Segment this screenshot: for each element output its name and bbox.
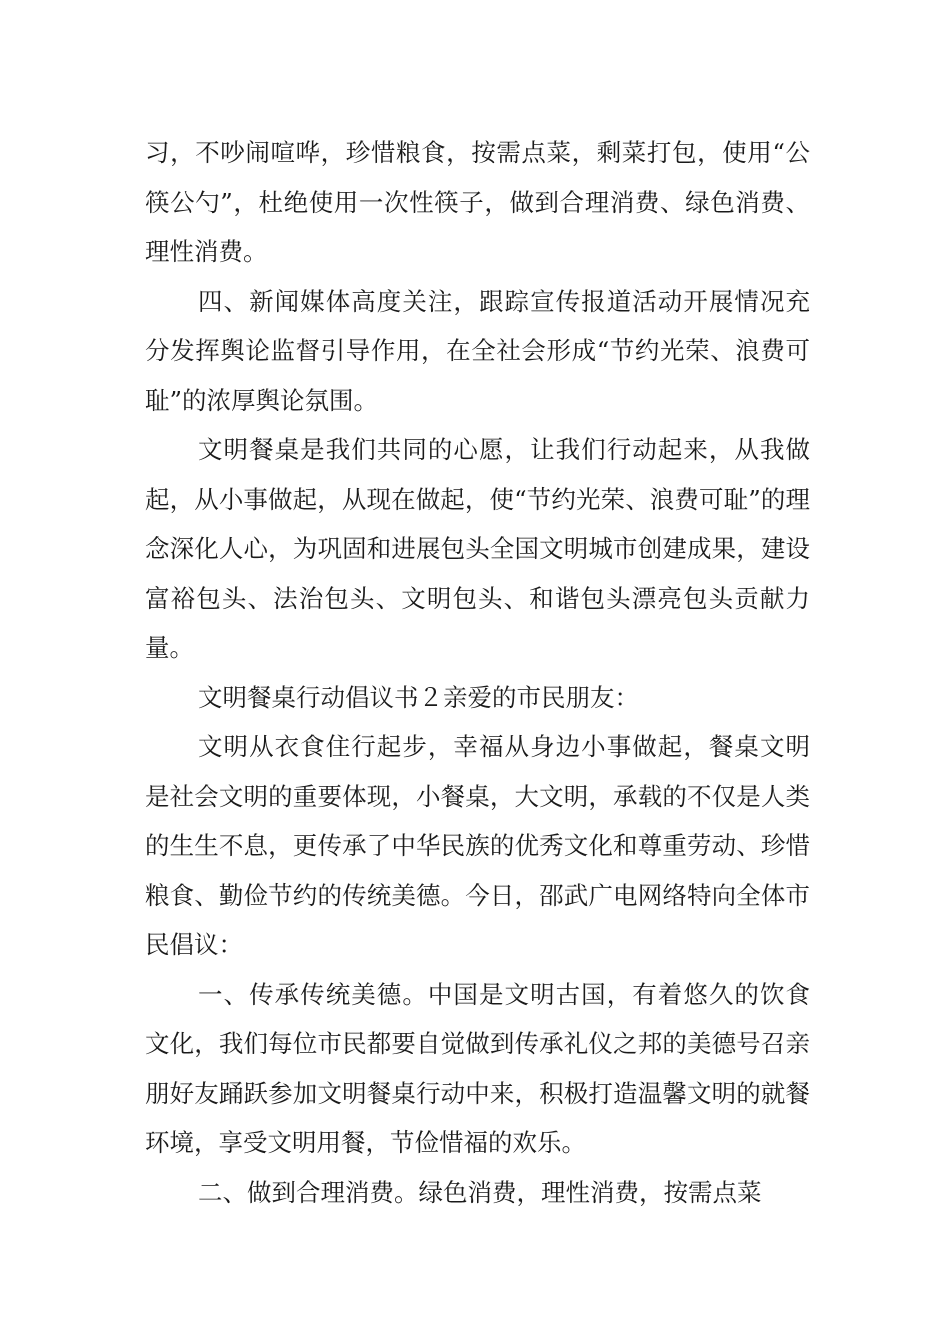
- paragraph-civilization-intro: 文明从衣食住行起步，幸福从身边小事做起，餐桌文明是社会文明的重要体现，小餐桌，大文明，承载的不仅是人类的生生不息，更传承了中华民族的优秀文化和尊重劳动、珍惜粮食、勤俭节约的传统美德。今日，邵武广电网络特向全体市民倡议：: [145, 732, 810, 959]
- paragraph-continuation: 习，不吵闹喧哗，珍惜粮食，按需点菜，剩菜打包，使用“公筷公勺”，杜绝使用一次性筷子，做到合理消费、绿色消费、理性消费。: [145, 138, 810, 266]
- paragraph-inherit-virtues: 一、传承传统美德。中国是文明古国，有着悠久的饮食文化，我们每位市民都要自觉做到传承礼仪之邦的美德号召亲朋好友踊跃参加文明餐桌行动中来，积极打造温馨文明的就餐环境，享受文明用餐，节俭惜福的欢乐。: [145, 979, 810, 1157]
- paragraph-proposal-heading: 文明餐桌行动倡议书２亲爱的市民朋友：: [198, 682, 639, 712]
- document-body: [145, 128, 810, 1217]
- paragraph-rational-consumption: 二、做到合理消费。绿色消费，理性消费，按需点菜: [198, 1177, 762, 1207]
- paragraph-media-attention: 四、新闻媒体高度关注，跟踪宣传报道活动开展情况充分发挥舆论监督引导作用，在全社会形成“节约光荣、浪费可耻”的浓厚舆论氛围。: [145, 286, 810, 415]
- paragraph-civilized-table-wish: 文明餐桌是我们共同的心愿，让我们行动起来，从我做起，从小事做起，从现在做起，使“节约光荣、浪费可耻”的理念深化人心，为巩固和进展包头全国文明城市创建成果，建设富裕包头、法治包头、文明包头、和谐包头漂亮包头贡献力量。: [145, 435, 810, 662]
